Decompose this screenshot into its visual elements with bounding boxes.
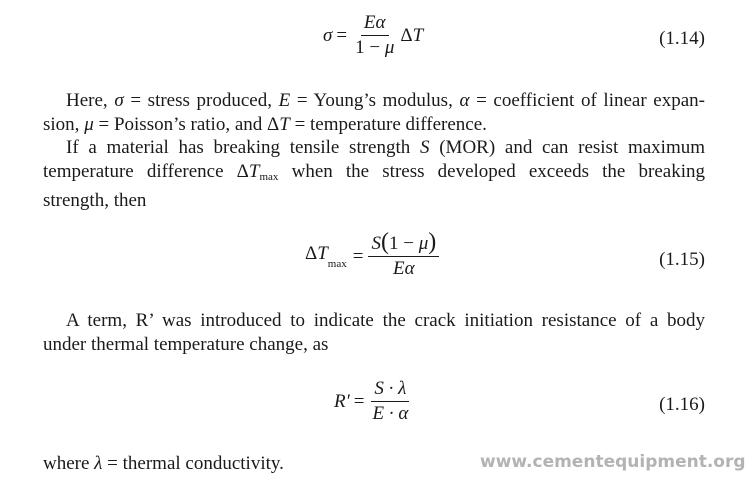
- text-line: under thermal temperature change, as: [43, 334, 329, 355]
- eq-lhs-sigma: σ: [323, 24, 333, 46]
- fraction-denominator: 1 − μ: [355, 37, 395, 58]
- fraction: [368, 229, 439, 280]
- text-line: strength, then: [43, 190, 147, 211]
- eq-equals-sign: =: [353, 390, 365, 412]
- fraction-denominator: E · α: [372, 403, 409, 424]
- equation-number: (1.14): [659, 28, 705, 49]
- text-line: Here, σ = stress produced, E = Young’s modulus, α = coefficient of linear expan-: [66, 90, 705, 111]
- text-line: sion, μ = Poisson’s ratio, and ΔT = temperature difference.: [43, 114, 487, 135]
- watermark: www.cementequipment.org: [480, 452, 746, 472]
- fraction-numerator: Eα: [361, 12, 389, 36]
- paragraph-max-temperature: [43, 136, 705, 213]
- text-line: A term, R’ was introduced to indicate the crack initiation resistance of a body: [66, 310, 705, 331]
- fraction: [352, 12, 397, 59]
- text-line: temperature difference $\Delta T_{max}$ when the stress developed exceeds the breaking: [43, 161, 705, 183]
- fraction-numerator: S · λ: [371, 378, 409, 402]
- eq-delta-t: ΔT: [400, 24, 424, 46]
- eq-lhs-delta-t: $\Delta T_{max}$: [305, 243, 347, 270]
- paragraph-definitions: [43, 89, 705, 137]
- equation-number: (1.15): [659, 249, 705, 270]
- fraction: [369, 378, 411, 425]
- equation-1-16: [334, 378, 414, 425]
- mu-symbol: μ: [384, 37, 395, 58]
- equation-number: (1.16): [659, 394, 705, 415]
- equation-1-15: [305, 229, 442, 280]
- eq-lhs-r-prime: R′: [334, 390, 350, 412]
- fraction-denominator: Eα: [393, 258, 415, 279]
- fraction-numerator: S(1 − μ): [368, 233, 439, 257]
- equation-1-14: [323, 12, 423, 59]
- paragraph-lambda-definition: where λ = thermal conductivity.: [43, 453, 284, 474]
- eq-equals-sign: =: [336, 24, 348, 46]
- text-line: If a material has breaking tensile strength S (MOR) and can resist maximum: [66, 137, 706, 158]
- paragraph-crack-initiation: [43, 309, 705, 357]
- eq-equals-sign: =: [352, 245, 364, 267]
